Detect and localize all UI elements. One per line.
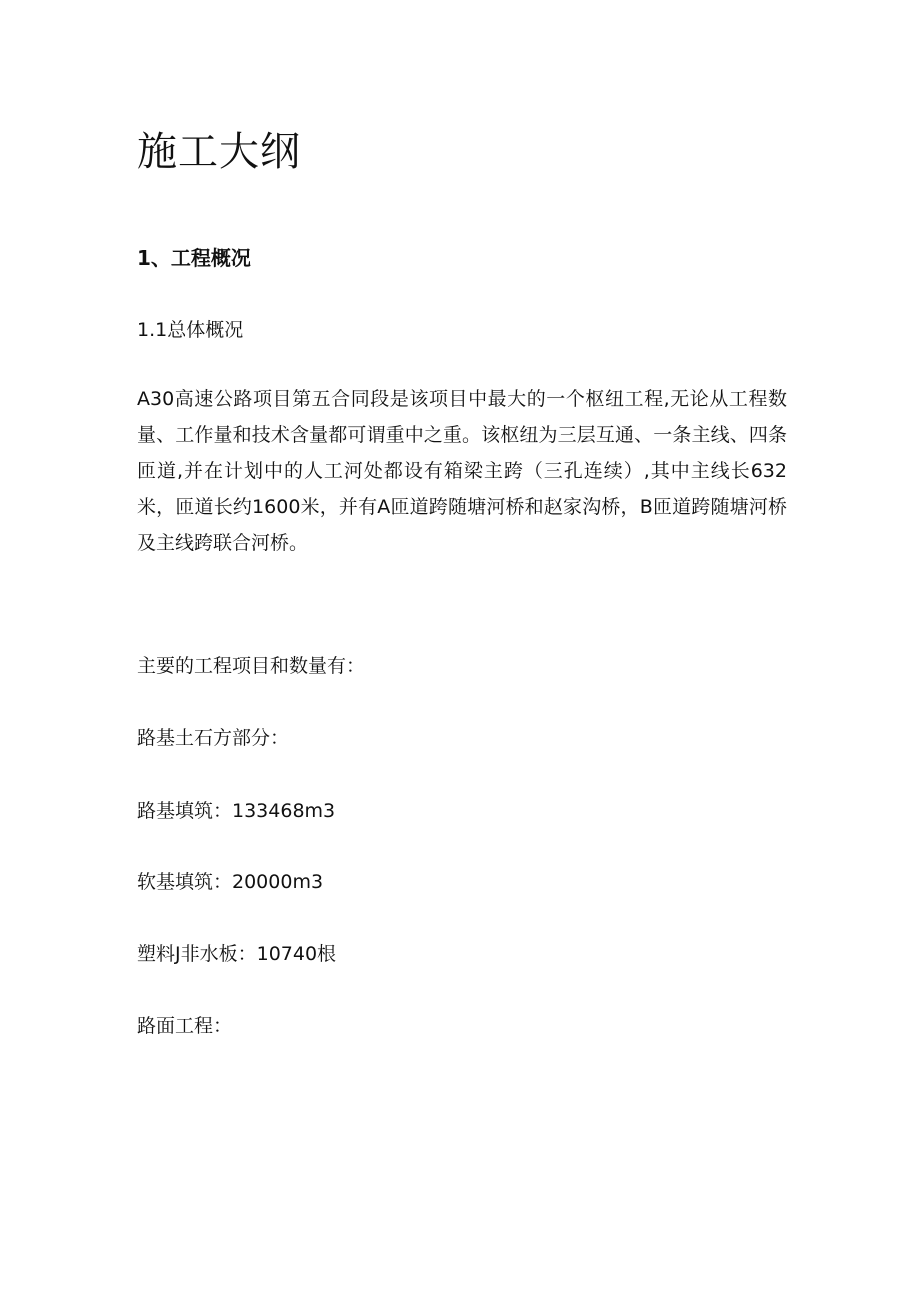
section-heading-project-overview: 1、工程概况 [137,246,251,270]
subsection-heading-general-overview: 1.1总体概况 [137,319,244,341]
overview-paragraph: A30高速公路项目第五合同段是该项目中最大的一个枢纽工程,无论从工程数量、工作量和技术含量都可谓重中之重。该枢纽为三层互通、一条主线、四条匝道,并在计划中的人工河处都设有箱梁主跨（三孔连续）,其中主线长632米，匝道长约1600米，并有A匝道跨随塘河桥和赵家沟桥，B匝道跨随塘河桥及主线跨联合河桥。 [137,388,787,554]
subgrade-earthwork-heading: 路基土石方部分： [137,727,290,749]
soft-foundation-fill-item: 软基填筑：20000m3 [137,871,324,893]
document-title: 施工大纲 [137,129,301,175]
main-items-intro: 主要的工程项目和数量有： [137,655,366,677]
subgrade-fill-item: 路基填筑：133468m3 [137,800,336,822]
pavement-works-heading: 路面工程： [137,1015,233,1037]
plastic-drain-board-item: 塑料J非水板：10740根 [137,943,337,965]
